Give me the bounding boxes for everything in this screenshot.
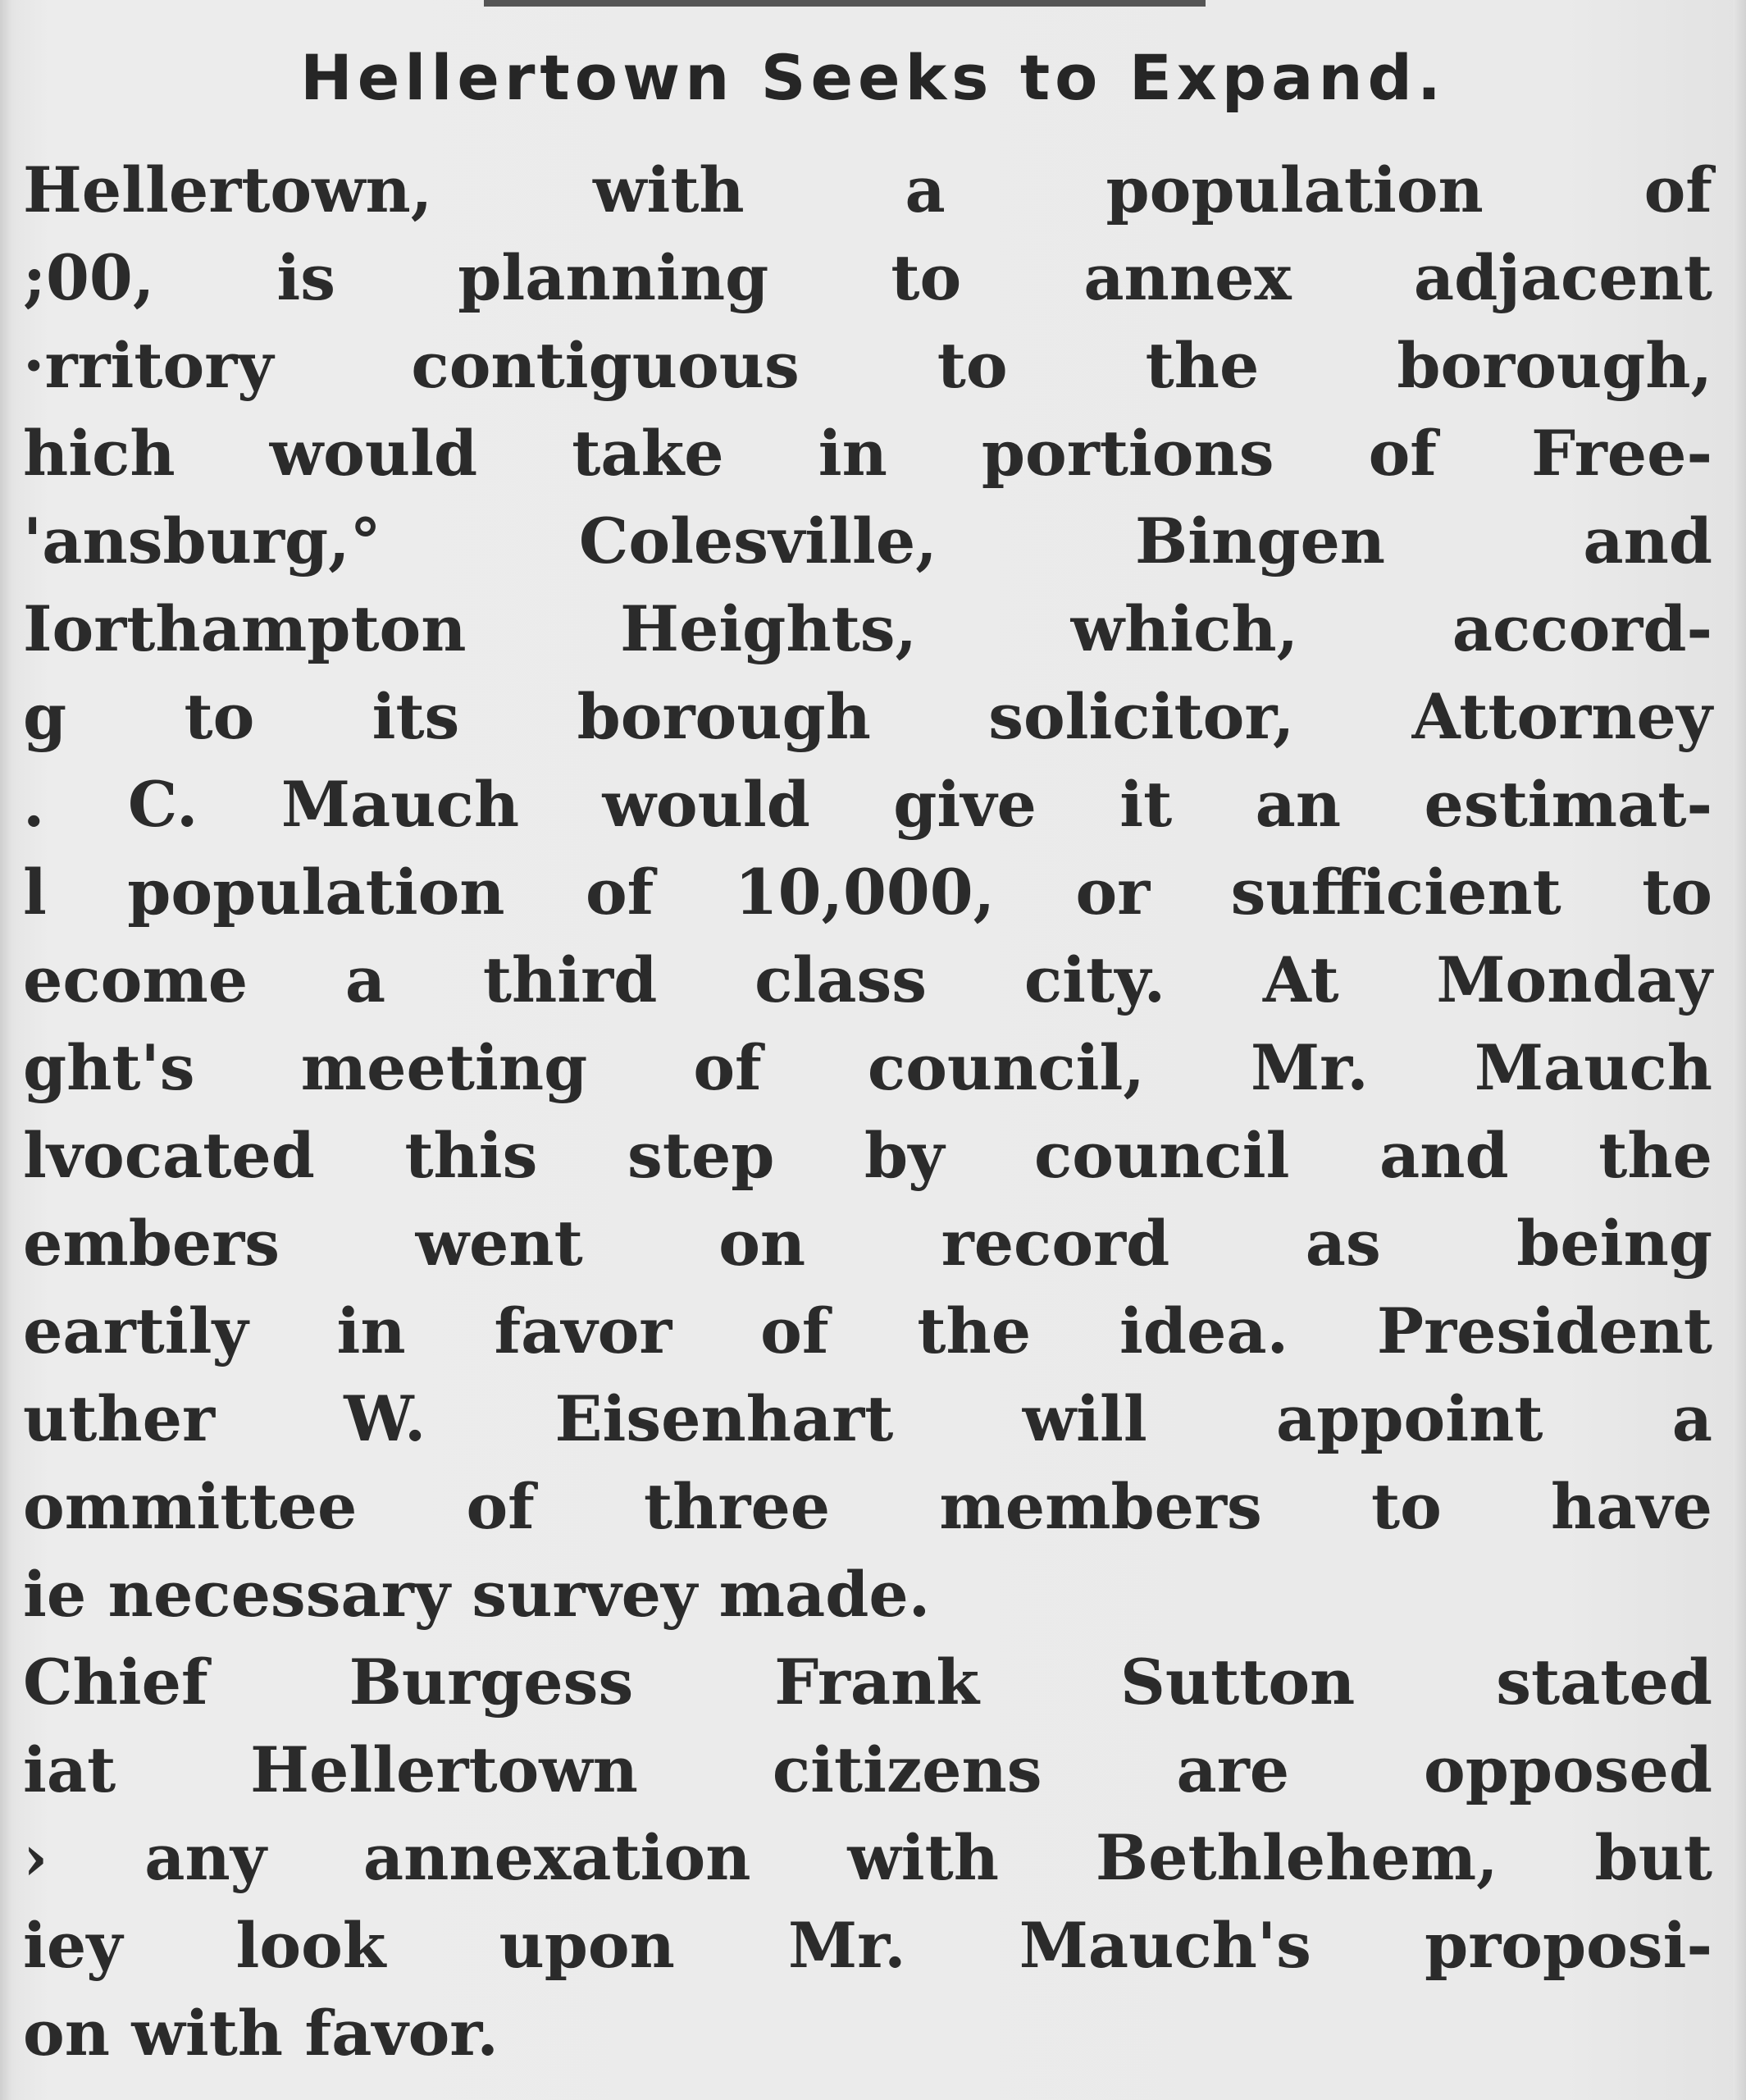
- article-line: ecome a third class city. At Monday: [23, 943, 1712, 1016]
- right-column-edge: [1733, 0, 1746, 2100]
- article-line: Hellertown, with a population of: [23, 153, 1712, 226]
- article-line: embers went on record as being: [23, 1207, 1712, 1280]
- article-headline: Hellertown Seeks to Expand.: [300, 41, 1446, 114]
- article-line: ommittee of three members to have: [23, 1470, 1712, 1543]
- article-line: 'ansburg,° Colesville, Bingen and: [23, 504, 1712, 578]
- article-line: iat Hellertown citizens are opposed: [23, 1733, 1712, 1806]
- article-body: [23, 146, 1712, 2077]
- top-rule-divider: [484, 0, 1206, 7]
- article-line: lvocated this step by council and the: [23, 1119, 1712, 1192]
- article-line: ie necessary survey made.: [23, 1558, 931, 1631]
- article-line: › any annexation with Bethlehem, but: [23, 1821, 1712, 1894]
- left-column-edge: [0, 0, 11, 2100]
- article-line: . C. Mauch would give it an estimat-: [23, 768, 1712, 841]
- article-line: ght's meeting of council, Mr. Mauch: [23, 1031, 1712, 1104]
- article-line: Iorthampton Heights, which, accord-: [23, 592, 1712, 665]
- article-line: eartily in favor of the idea. President: [23, 1294, 1712, 1367]
- article-line: hich would take in portions of Free-: [23, 417, 1712, 490]
- article-line: uther W. Eisenhart will appoint a: [23, 1382, 1712, 1455]
- article-line: on with favor.: [23, 1997, 499, 2070]
- article-line: iey look upon Mr. Mauch's proposi-: [23, 1909, 1712, 1982]
- article-line: l population of 10,000, or sufficient to: [23, 856, 1712, 929]
- article-line: ;00, is planning to annex adjacent: [23, 241, 1712, 314]
- article-line: Chief Burgess Frank Sutton stated: [23, 1646, 1712, 1719]
- article-line: ·rritory contiguous to the borough,: [23, 329, 1712, 402]
- article-line: g to its borough solicitor, Attorney: [23, 680, 1712, 753]
